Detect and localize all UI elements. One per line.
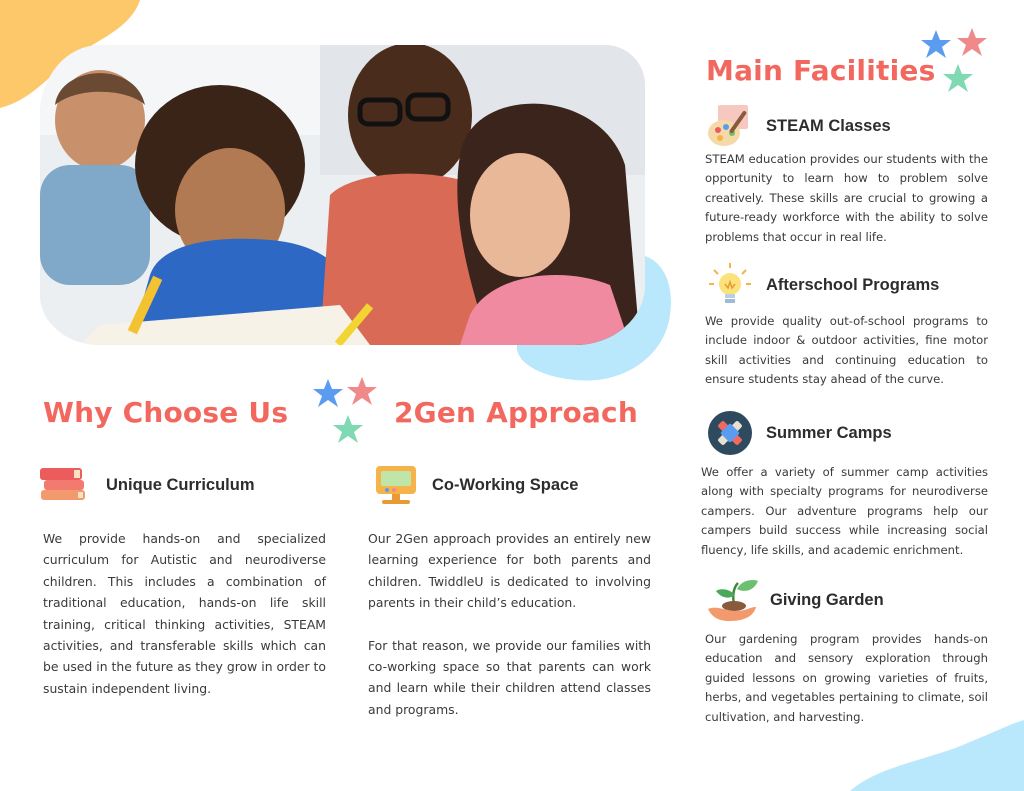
unique-curriculum-heading <box>38 462 255 508</box>
steam-classes-text: STEAM education provides our students with the opportunity to learn how to problem solve creatively. These skills are crucial to growing a future-ready workforce with the ability to solve problems that occur in real life. <box>705 152 988 244</box>
co-working-space-title: Co-Working Space <box>432 475 579 494</box>
why-choose-us-title: Why Choose Us <box>43 396 289 429</box>
giving-garden-title: Giving Garden <box>770 590 884 609</box>
camp-emblem-icon <box>706 410 756 456</box>
blue-blob-corner-decoration <box>850 720 1024 791</box>
stars-decoration-middle <box>310 375 382 447</box>
classroom-photo <box>40 45 645 345</box>
main-facilities-title: Main Facilities <box>706 54 936 87</box>
afterschool-programs-text: We provide quality out-of-school programs to include indoor & outdoor activities, fine motor skill activities and continuing education to ensure students stay ahead of the curve. <box>705 314 988 387</box>
steam-classes-heading <box>706 103 891 149</box>
unique-curriculum-text: We provide hands-on and specialized curriculum for Autistic and neurodiverse children. This includes a combination of traditional education, hands-on life skill training, critical thinking activities, STEAM activities, and transferable skills which can be used in the future as they grow in order to sustain independent living. <box>43 531 326 696</box>
steam-classes-title: STEAM Classes <box>766 116 891 135</box>
computer-icon <box>372 462 422 508</box>
afterschool-programs-title: Afterschool Programs <box>766 275 940 294</box>
unique-curriculum-title: Unique Curriculum <box>106 475 255 494</box>
co-working-space-heading <box>372 462 578 508</box>
2gen-approach-title: 2Gen Approach <box>394 396 638 429</box>
summer-camps-heading <box>706 410 892 456</box>
seedling-hand-icon <box>706 577 760 623</box>
lightbulb-icon <box>706 262 756 308</box>
books-icon <box>38 462 88 508</box>
co-working-paragraph-2: For that reason, we provide our families with co-working space so that parents can work and learn while their children attend classes and programs. <box>368 637 651 717</box>
summer-camps-text: We offer a variety of summer camp activities along with specialty programs for neurodiverse campers. Our adventure programs help our campers build success while increasing social fluency, life skills, and academic enrichment. <box>701 465 988 557</box>
giving-garden-text: Our gardening program provides hands-on education and sensory exploration through guided lessons on growing varieties of fruits, herbs, and vegetables pertaining to climate, soil cultivation, and harvesting. <box>705 632 988 724</box>
co-working-paragraph-1: Our 2Gen approach provides an entirely new learning experience for both parents and children. TwiddleU is dedicated to involving parents in their child’s education. <box>368 531 651 611</box>
art-palette-icon <box>706 103 756 149</box>
giving-garden-heading <box>706 577 884 623</box>
co-working-space-text <box>368 528 651 720</box>
afterschool-programs-heading <box>706 262 939 308</box>
summer-camps-title: Summer Camps <box>766 423 892 442</box>
